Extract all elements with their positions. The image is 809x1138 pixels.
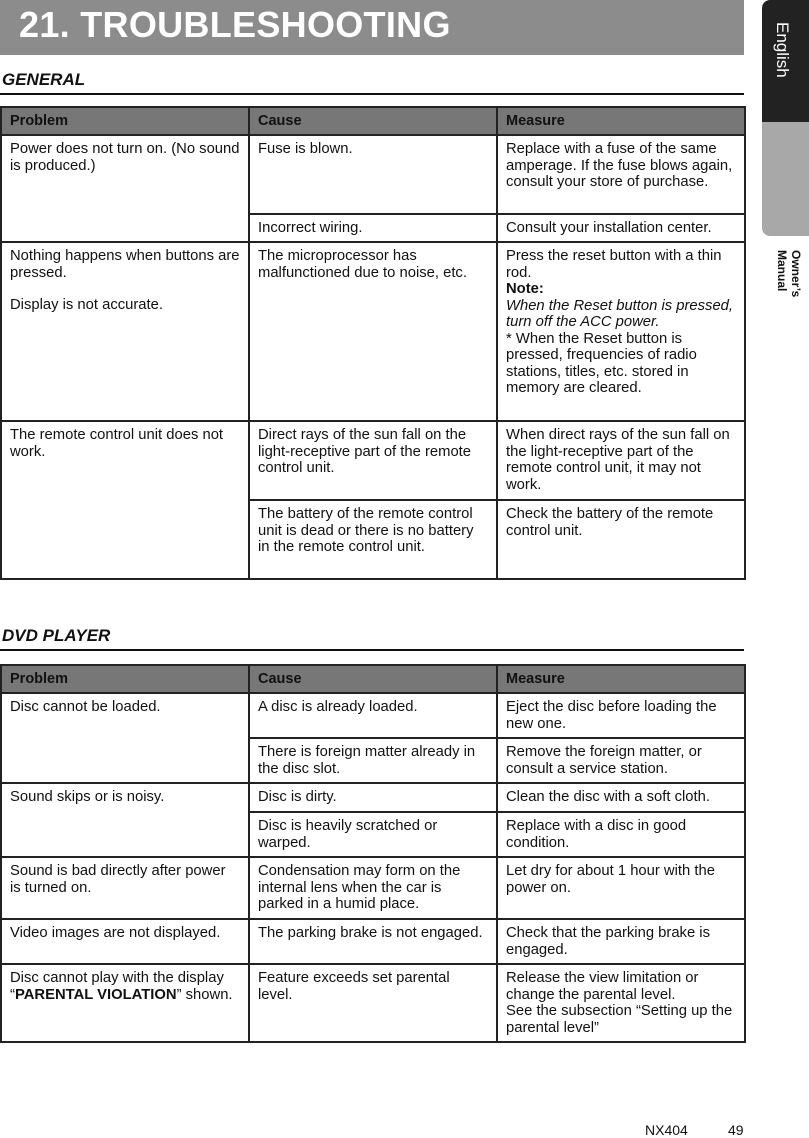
cause-cell: Incorrect wiring.	[249, 214, 497, 242]
measure-cell: Consult your installation center.	[497, 214, 745, 242]
header-problem: Problem	[1, 665, 249, 693]
cause-cell: Fuse is blown.	[249, 135, 497, 214]
table-row	[1, 135, 745, 214]
problem-cell: Video images are not displayed.	[1, 919, 249, 964]
header-problem: Problem	[1, 107, 249, 135]
cause-cell: A disc is already loaded.	[249, 693, 497, 738]
chapter-title-bar	[0, 0, 744, 55]
table-row	[1, 783, 745, 812]
cause-cell: Direct rays of the sun fall on the light-receptive part of the remote control unit.	[249, 421, 497, 500]
problem-cell	[1, 964, 249, 1042]
cause-cell: There is foreign matter already in the disc slot.	[249, 738, 497, 783]
chapter-title: 21. TROUBLESHOOTING	[19, 4, 451, 45]
model-number: NX404	[645, 1122, 688, 1138]
general-rule	[0, 93, 744, 95]
cause-cell: The microprocessor has malfunctioned due to noise, etc.	[249, 242, 497, 421]
header-measure: Measure	[497, 107, 745, 135]
measure-text: See the subsection “Setting up the parental level”	[506, 1003, 733, 1036]
cause-cell: Feature exceeds set parental level.	[249, 964, 497, 1042]
problem-text: Display is not accurate.	[10, 297, 163, 313]
measure-cell: Replace with a disc in good condition.	[497, 812, 745, 857]
cause-cell: Disc is dirty.	[249, 783, 497, 812]
problem-cell: Sound skips or is noisy.	[1, 783, 249, 857]
measure-text: Release the view limitation or change the parental level.	[506, 970, 699, 1003]
dvd-heading: DVD PLAYER	[2, 626, 111, 645]
parental-violation-text: PARENTAL VIOLATION	[14, 986, 177, 1003]
table-row	[1, 242, 745, 421]
side-index-tab	[762, 0, 809, 298]
side-tab-language	[762, 0, 809, 122]
problem-cell: Disc cannot be loaded.	[1, 693, 249, 783]
cause-cell: The parking brake is not engaged.	[249, 919, 497, 964]
manual-label: Owner’s Manual	[775, 250, 803, 298]
table-header-row	[1, 665, 745, 693]
side-tab-manual	[762, 122, 809, 298]
table-header-row	[1, 107, 745, 135]
table-row	[1, 421, 745, 500]
dvd-table	[0, 664, 746, 1043]
dvd-rule	[0, 649, 744, 651]
problem-cell: Sound is bad directly after power is turned on.	[1, 857, 249, 919]
problem-cell: The remote control unit does not work.	[1, 421, 249, 579]
header-measure: Measure	[497, 665, 745, 693]
table-row	[1, 693, 745, 738]
header-cause: Cause	[249, 665, 497, 693]
general-heading: GENERAL	[2, 70, 86, 89]
measure-cell: Clean the disc with a soft cloth.	[497, 783, 745, 812]
measure-cell: When direct rays of the sun fall on the light-receptive part of the remote control unit, it may not work.	[497, 421, 745, 500]
problem-cell	[1, 242, 249, 421]
problem-text: Disc cannot play with the display “	[10, 970, 224, 1003]
problem-text: Nothing happens when buttons are pressed.	[10, 248, 240, 281]
measure-cell: Check the battery of the remote control unit.	[497, 500, 745, 579]
measure-cell: Replace with a fuse of the same amperage. If the fuse blows again, consult your store of purchase.	[497, 135, 745, 214]
measure-cell: Eject the disc before loading the new one.	[497, 693, 745, 738]
table-row	[1, 919, 745, 964]
measure-cell	[497, 242, 745, 421]
table-row	[1, 964, 745, 1042]
measure-cell	[497, 964, 745, 1042]
general-table	[0, 106, 746, 580]
table-row	[1, 857, 745, 919]
measure-cell: Let dry for about 1 hour with the power on.	[497, 857, 745, 919]
language-label: English	[773, 22, 792, 78]
cause-cell: Disc is heavily scratched or warped.	[249, 812, 497, 857]
cause-cell: The battery of the remote control unit is dead or there is no battery in the remote control unit.	[249, 500, 497, 579]
measure-text: * When the Reset button is pressed, frequencies of radio stations, titles, etc. stored in memory are cleared.	[506, 330, 697, 396]
measure-cell: Remove the foreign matter, or consult a service station.	[497, 738, 745, 783]
note-label: Note:	[506, 281, 544, 297]
measure-text: Press the reset button with a thin rod.	[506, 248, 722, 281]
problem-text: ” shown.	[176, 986, 233, 1003]
header-cause: Cause	[249, 107, 497, 135]
note-text: When the Reset button is pressed, turn off the ACC power.	[506, 297, 734, 330]
cause-cell: Condensation may form on the internal lens when the car is parked in a humid place.	[249, 857, 497, 919]
problem-cell: Power does not turn on. (No sound is produced.)	[1, 135, 249, 242]
measure-cell: Check that the parking brake is engaged.	[497, 919, 745, 964]
page-number: 49	[728, 1122, 744, 1138]
